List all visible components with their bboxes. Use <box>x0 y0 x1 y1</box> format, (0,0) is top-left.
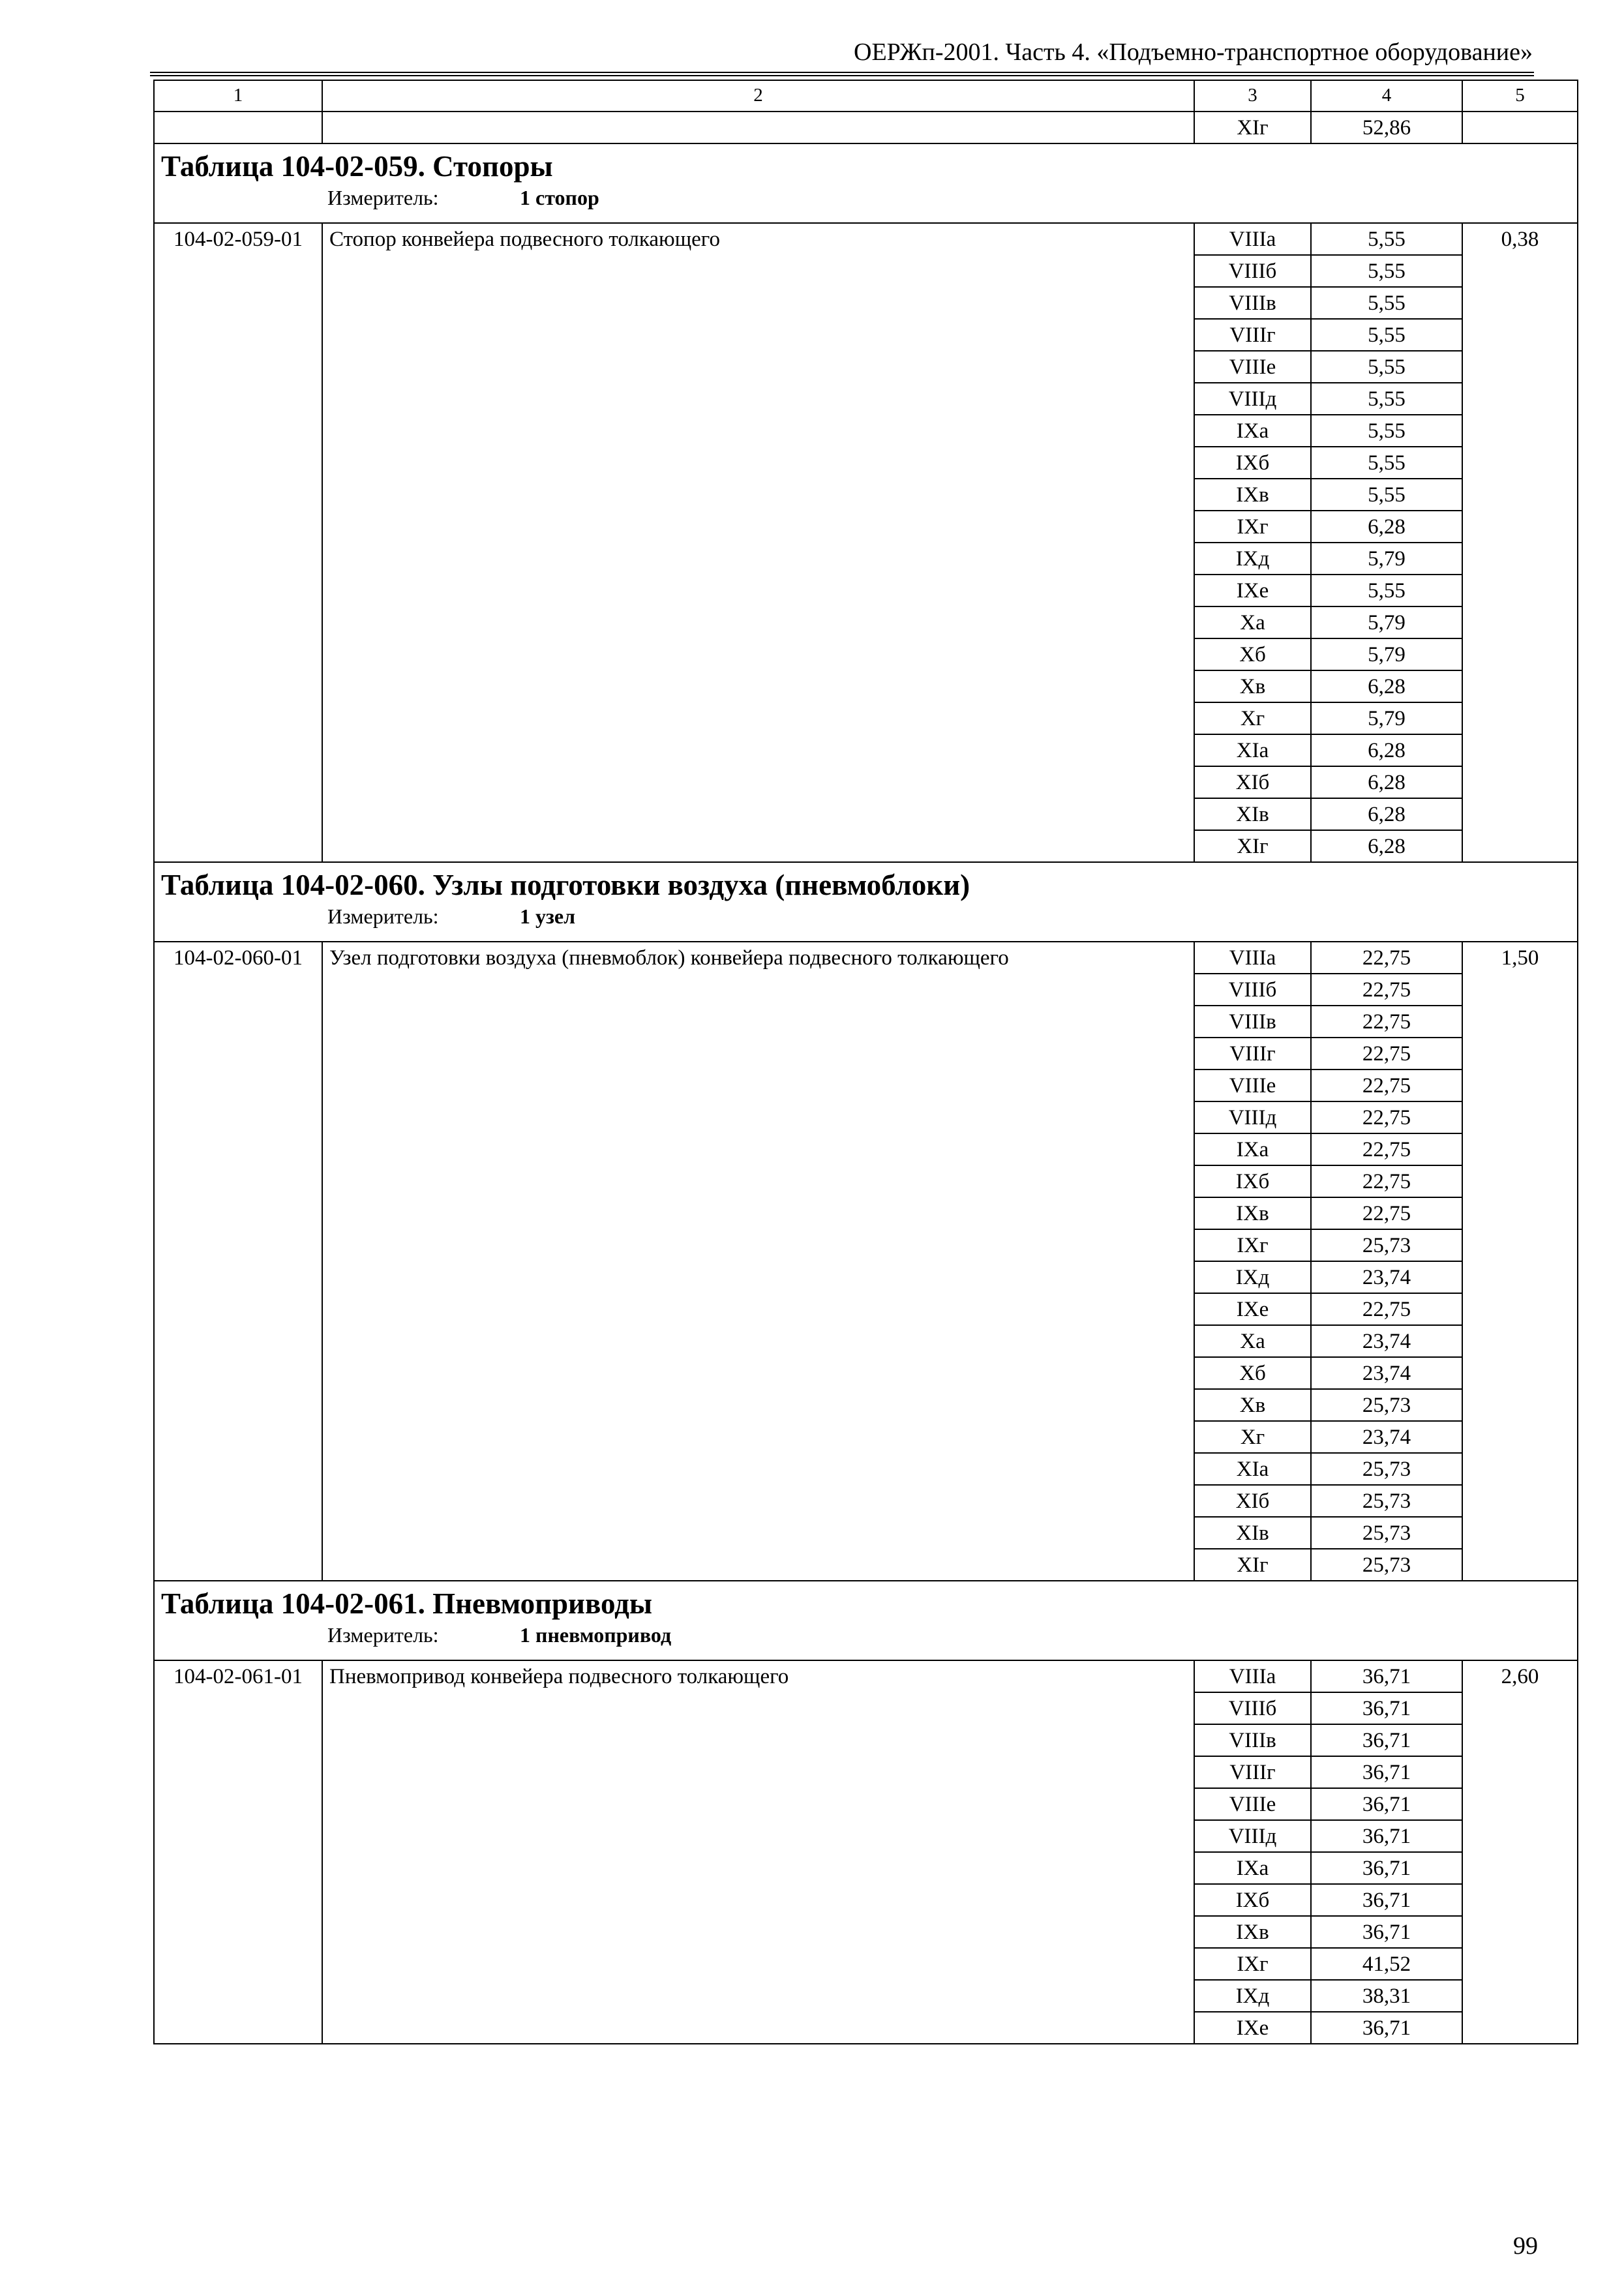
running-header: ОЕРЖп-2001. Часть 4. «Подъемно-транспортное оборудование» <box>854 38 1533 66</box>
region-cell: IXб <box>1194 447 1311 479</box>
rate-description: Узел подготовки воздуха (пневмоблок) конвейера подвесного толкающего <box>322 942 1194 1581</box>
carryover-region: XIг <box>1194 112 1311 143</box>
carryover-value: 52,86 <box>1311 112 1462 143</box>
region-cell: IXб <box>1194 1884 1311 1916</box>
value-cell: 36,71 <box>1311 1692 1462 1724</box>
section-unit <box>161 185 1577 211</box>
unit-value: 1 узел <box>520 905 576 928</box>
value-cell: 23,74 <box>1311 1325 1462 1357</box>
region-cell: IXд <box>1194 1980 1311 2012</box>
region-cell: IXе <box>1194 1293 1311 1325</box>
value-cell: 36,71 <box>1311 1756 1462 1788</box>
rate-description: Стопор конвейера подвесного толкающего <box>322 223 1194 862</box>
section-unit <box>161 1622 1577 1648</box>
value-cell: 36,71 <box>1311 2012 1462 2044</box>
region-cell: VIIIб <box>1194 974 1311 1006</box>
region-cell: IXе <box>1194 575 1311 606</box>
value-cell: 25,73 <box>1311 1549 1462 1581</box>
region-cell: IXа <box>1194 415 1311 447</box>
rate-description: Пневмопривод конвейера подвесного толкающего <box>322 1660 1194 2044</box>
region-cell: VIIIв <box>1194 287 1311 319</box>
value-cell: 36,71 <box>1311 1724 1462 1756</box>
region-cell: XIв <box>1194 798 1311 830</box>
section-unit <box>161 903 1577 929</box>
carryover-col5-cell <box>1462 112 1578 143</box>
value-cell: 22,75 <box>1311 1133 1462 1165</box>
value-cell: 38,31 <box>1311 1980 1462 2012</box>
region-cell: IXд <box>1194 543 1311 575</box>
value-cell: 5,55 <box>1311 255 1462 287</box>
region-cell: IXб <box>1194 1165 1311 1197</box>
rate-code: 104-02-061-01 <box>154 1660 322 2044</box>
region-cell: Xв <box>1194 1389 1311 1421</box>
rates-table <box>153 80 1578 2044</box>
value-cell: 25,73 <box>1311 1517 1462 1549</box>
col5-value: 0,38 <box>1462 223 1578 862</box>
value-cell: 5,55 <box>1311 415 1462 447</box>
value-cell: 5,55 <box>1311 351 1462 383</box>
value-cell: 36,71 <box>1311 1852 1462 1884</box>
value-cell: 22,75 <box>1311 942 1462 974</box>
value-cell: 6,28 <box>1311 511 1462 543</box>
section-header-row <box>154 143 1578 223</box>
value-cell: 25,73 <box>1311 1485 1462 1517</box>
value-cell: 36,71 <box>1311 1660 1462 1692</box>
value-cell: 5,79 <box>1311 543 1462 575</box>
section-header-row <box>154 862 1578 942</box>
value-cell: 5,55 <box>1311 319 1462 351</box>
region-cell: Xг <box>1194 702 1311 734</box>
region-cell: VIIIв <box>1194 1724 1311 1756</box>
column-number-row <box>154 80 1578 112</box>
carryover-description-cell <box>322 112 1194 143</box>
region-cell: Xа <box>1194 606 1311 638</box>
value-cell: 5,55 <box>1311 575 1462 606</box>
region-cell: XIб <box>1194 766 1311 798</box>
table-row <box>154 1660 1578 1692</box>
region-cell: IXд <box>1194 1261 1311 1293</box>
region-cell: Xа <box>1194 1325 1311 1357</box>
col5-value: 1,50 <box>1462 942 1578 1581</box>
region-cell: VIIIе <box>1194 1070 1311 1101</box>
unit-label: Измеритель: <box>327 1623 439 1647</box>
region-cell: XIг <box>1194 830 1311 862</box>
region-cell: VIIIг <box>1194 319 1311 351</box>
region-cell: XIа <box>1194 1453 1311 1485</box>
region-cell: IXг <box>1194 511 1311 543</box>
region-cell: IXг <box>1194 1229 1311 1261</box>
region-cell: Xв <box>1194 670 1311 702</box>
region-cell: VIIIе <box>1194 1788 1311 1820</box>
rates-table-body <box>154 80 1578 2044</box>
unit-label: Измеритель: <box>327 905 439 928</box>
region-cell: XIа <box>1194 734 1311 766</box>
unit-value: 1 пневмопривод <box>520 1623 672 1647</box>
value-cell: 5,55 <box>1311 383 1462 415</box>
value-cell: 6,28 <box>1311 798 1462 830</box>
section-header <box>154 1581 1578 1660</box>
value-cell: 5,79 <box>1311 638 1462 670</box>
rate-code: 104-02-060-01 <box>154 942 322 1581</box>
value-cell: 22,75 <box>1311 974 1462 1006</box>
value-cell: 22,75 <box>1311 1165 1462 1197</box>
header-rule <box>150 72 1534 76</box>
region-cell: VIIIе <box>1194 351 1311 383</box>
value-cell: 5,55 <box>1311 287 1462 319</box>
region-cell: IXа <box>1194 1852 1311 1884</box>
table-row <box>154 942 1578 974</box>
region-cell: Xг <box>1194 1421 1311 1453</box>
section-title: Таблица 104-02-059. Стопоры <box>161 150 553 183</box>
value-cell: 23,74 <box>1311 1357 1462 1389</box>
value-cell: 36,71 <box>1311 1916 1462 1948</box>
section-header <box>154 862 1578 942</box>
region-cell: XIб <box>1194 1485 1311 1517</box>
region-cell: VIIIб <box>1194 1692 1311 1724</box>
region-cell: VIIIд <box>1194 383 1311 415</box>
value-cell: 36,71 <box>1311 1884 1462 1916</box>
value-cell: 23,74 <box>1311 1261 1462 1293</box>
value-cell: 22,75 <box>1311 1293 1462 1325</box>
col5-value: 2,60 <box>1462 1660 1578 2044</box>
carryover-code-cell <box>154 112 322 143</box>
region-cell: Xб <box>1194 638 1311 670</box>
region-cell: IXв <box>1194 1916 1311 1948</box>
region-cell: VIIIа <box>1194 942 1311 974</box>
region-cell: VIIIб <box>1194 255 1311 287</box>
section-title: Таблица 104-02-060. Узлы подготовки воздуха (пневмоблоки) <box>161 869 970 901</box>
value-cell: 6,28 <box>1311 830 1462 862</box>
region-cell: IXа <box>1194 1133 1311 1165</box>
region-cell: IXв <box>1194 479 1311 511</box>
value-cell: 22,75 <box>1311 1070 1462 1101</box>
region-cell: Xб <box>1194 1357 1311 1389</box>
value-cell: 5,79 <box>1311 606 1462 638</box>
carryover-row <box>154 112 1578 143</box>
value-cell: 25,73 <box>1311 1229 1462 1261</box>
region-cell: IXе <box>1194 2012 1311 2044</box>
value-cell: 6,28 <box>1311 670 1462 702</box>
region-cell: VIIIв <box>1194 1006 1311 1038</box>
value-cell: 22,75 <box>1311 1101 1462 1133</box>
value-cell: 5,79 <box>1311 702 1462 734</box>
rate-code: 104-02-059-01 <box>154 223 322 862</box>
region-cell: XIв <box>1194 1517 1311 1549</box>
value-cell: 22,75 <box>1311 1006 1462 1038</box>
column-number-4: 4 <box>1311 80 1462 112</box>
value-cell: 5,55 <box>1311 479 1462 511</box>
value-cell: 5,55 <box>1311 447 1462 479</box>
region-cell: VIIIг <box>1194 1756 1311 1788</box>
value-cell: 6,28 <box>1311 766 1462 798</box>
region-cell: VIIIд <box>1194 1101 1311 1133</box>
value-cell: 25,73 <box>1311 1453 1462 1485</box>
page-number: 99 <box>1513 2232 1538 2260</box>
region-cell: XIг <box>1194 1549 1311 1581</box>
unit-value: 1 стопор <box>520 186 599 209</box>
value-cell: 23,74 <box>1311 1421 1462 1453</box>
region-cell: VIIIа <box>1194 1660 1311 1692</box>
table-row <box>154 223 1578 255</box>
value-cell: 22,75 <box>1311 1038 1462 1070</box>
region-cell: IXг <box>1194 1948 1311 1980</box>
value-cell: 36,71 <box>1311 1788 1462 1820</box>
region-cell: VIIIа <box>1194 223 1311 255</box>
column-number-3: 3 <box>1194 80 1311 112</box>
section-title: Таблица 104-02-061. Пневмоприводы <box>161 1587 653 1620</box>
value-cell: 25,73 <box>1311 1389 1462 1421</box>
value-cell: 22,75 <box>1311 1197 1462 1229</box>
value-cell: 36,71 <box>1311 1820 1462 1852</box>
region-cell: IXв <box>1194 1197 1311 1229</box>
unit-label: Измеритель: <box>327 186 439 209</box>
section-header <box>154 143 1578 223</box>
value-cell: 6,28 <box>1311 734 1462 766</box>
region-cell: VIIIг <box>1194 1038 1311 1070</box>
region-cell: VIIIд <box>1194 1820 1311 1852</box>
value-cell: 5,55 <box>1311 223 1462 255</box>
column-number-5: 5 <box>1462 80 1578 112</box>
column-number-1: 1 <box>154 80 322 112</box>
value-cell: 41,52 <box>1311 1948 1462 1980</box>
section-header-row <box>154 1581 1578 1660</box>
column-number-2: 2 <box>322 80 1194 112</box>
